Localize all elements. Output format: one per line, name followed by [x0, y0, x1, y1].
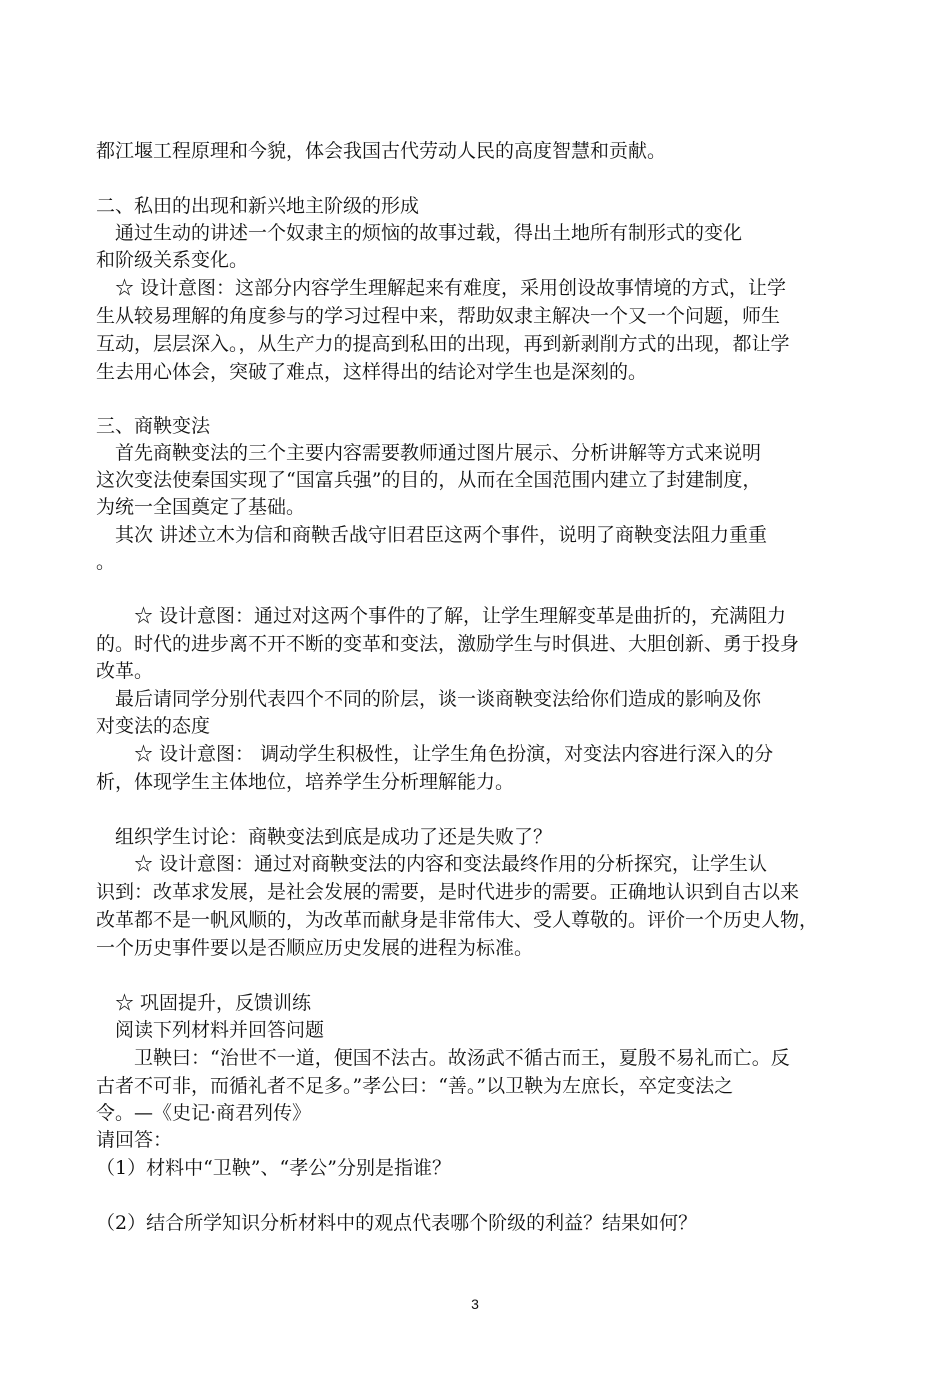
page-number: 3 [471, 1296, 479, 1312]
quote-line: 令。—《史记·商君列传》 [96, 1102, 312, 1124]
text-line: 改革。 [96, 660, 154, 682]
section-heading: 二、私田的出现和新兴地主阶级的形成 [96, 195, 420, 217]
text-line: 析，体现学生主体地位，培养学生分析理解能力。 [96, 771, 515, 793]
text-line: 阅读下列材料并回答问题 [96, 1019, 325, 1041]
text-line: 。 [96, 551, 116, 573]
text-line: 对变法的态度 [96, 715, 211, 737]
text-line: 都江堰工程原理和今貌，体会我国古代劳动人民的高度智慧和贡献。 [96, 140, 667, 162]
text-line: ☆ 设计意图： 调动学生积极性，让学生角色扮演，对变法内容进行深入的分 [96, 743, 774, 765]
text-line: 和阶级关系变化。 [96, 249, 249, 271]
text-line: ☆ 设计意图：通过对这两个事件的了解，让学生理解变革是曲折的，充满阻力 [96, 605, 787, 627]
question-line: （2）结合所学知识分析材料中的观点代表哪个阶级的利益？结果如何？ [96, 1212, 698, 1234]
section-heading: 三、商鞅变法 [96, 415, 211, 437]
text-line: 首先商鞅变法的三个主要内容需要教师通过图片展示、分析讲解等方式来说明 [96, 442, 762, 464]
text-line: 组织学生讨论：商鞅变法到底是成功了还是失败了？ [96, 826, 553, 848]
text-line: 通过生动的讲述一个奴隶主的烦恼的故事过载，得出土地所有制形式的变化 [96, 222, 743, 244]
text-line: 最后请同学分别代表四个不同的阶层，谈一谈商鞅变法给你们造成的影响及你 [96, 688, 762, 710]
text-line: 生去用心体会，突破了难点，这样得出的结论对学生也是深刻的。 [96, 361, 648, 383]
text-line: 其次 讲述立木为信和商鞅舌战守旧君臣这两个事件，说明了商鞅变法阻力重重 [96, 524, 768, 546]
text-line: ☆ 设计意图：通过对商鞅变法的内容和变法最终作用的分析探究，让学生认 [96, 853, 768, 875]
text-line: 生从较易理解的角度参与的学习过程中来，帮助奴隶主解决一个又一个问题，师生 [96, 305, 781, 327]
text-line: 为统一全国奠定了基础。 [96, 496, 306, 518]
text-line: 的。时代的进步离不开不断的变革和变法，激励学生与时俱进、大胆创新、勇于投身 [96, 633, 800, 655]
text-line: 这次变法使秦国实现了“国富兵强”的目的，从而在全国范围内建立了封建制度， [96, 469, 762, 491]
quote-line: 古者不可非，而循礼者不足多。”孝公曰：“善。”以卫鞅为左庶长，卒定变法之 [96, 1075, 734, 1097]
text-line: ☆ 巩固提升，反馈训练 [96, 992, 312, 1014]
text-line: 请回答： [96, 1129, 173, 1151]
quote-line: 卫鞅曰：“治世不一道，便国不法古。故汤武不循古而王，夏殷不易礼而亡。反 [96, 1047, 790, 1069]
text-line: 识到：改革求发展，是社会发展的需要，是时代进步的需要。正确地认识到自古以来 [96, 881, 800, 903]
text-line: ☆ 设计意图：这部分内容学生理解起来有难度，采用创设故事情境的方式，让学 [96, 277, 787, 299]
text-line: 互动，层层深入。，从生产力的提高到私田的出现，再到新剥削方式的出现，都让学 [96, 333, 790, 355]
text-line: 改革都不是一帆风顺的，为改革而献身是非常伟大、受人尊敬的。评价一个历史人物， [96, 909, 819, 931]
text-line: 一个历史事件要以是否顺应历史发展的进程为标准。 [96, 937, 534, 959]
question-line: （1）材料中“卫鞅”、“孝公”分别是指谁？ [96, 1157, 451, 1179]
